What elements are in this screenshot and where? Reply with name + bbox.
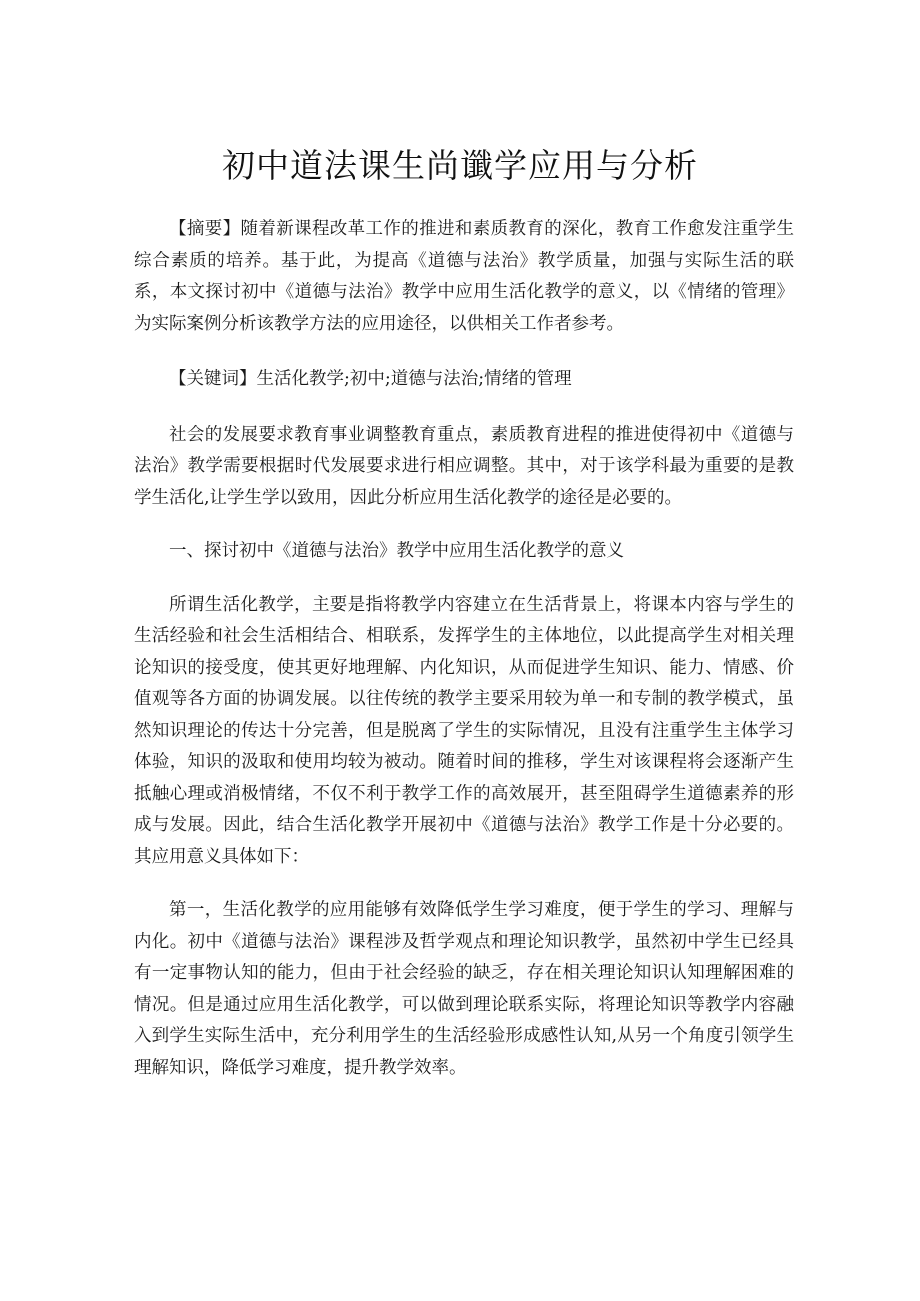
- document-body: [134, 214, 794, 1106]
- document-title: 初中道法课生尚谶学应用与分析: [222, 146, 698, 185]
- abstract-paragraph: 【摘要】随着新课程改革工作的推进和素质教育的深化，教育工作愈发注重学生综合素质的培养。基于此，为提高《道德与法治》教学质量，加强与实际生活的联系，本文探讨初中《道德与法治》教学中应用生活化教学的意义，以《情绪的管理》为实际案例分析该教学方法的应用途径，以供相关工作者参考。: [134, 219, 794, 334]
- body-paragraph: 所谓生活化教学，主要是指将教学内容建立在生活背景上，将课本内容与学生的生活经验和社会生活相结合、相联系，发挥学生的主体地位，以此提高学生对相关理论知识的接受度，使其更好地理解、内化知识，从而促进学生知识、能力、情感、价值观等各方面的协调发展。以往传统的教学主要采用较为单一和专制的教学模式，虽然知识理论的传达十分完善，但是脱离了学生的实际情况，且没有注重学生主体学习体验，知识的汲取和使用均较为被动。随着时间的推移，学生对该课程将会逐渐产生抵触心理或消极情绪，不仅不利于教学工作的高效展开，甚至阻碍学生道德素养的形成与发展。因此，结合生活化教学开展初中《道德与法治》教学工作是十分必要的。其应用意义具体如下：: [134, 594, 794, 867]
- keywords-paragraph: 【关键词】生活化教学;初中;道德与法治;情绪的管理: [169, 369, 572, 389]
- body-paragraph: 第一，生活化教学的应用能够有效降低学生学习难度，便于学生的学习、理解与内化。初中《道德与法治》课程涉及哲学观点和理论知识教学，虽然初中学生已经具有一定事物认知的能力，但由于社会经验的缺乏，存在相关理论知识认知理解困难的情况。但是通过应用生活化教学，可以做到理论联系实际，将理论知识等教学内容融入到学生实际生活中，充分利用学生的生活经验形成感性认知,从另一个角度引领学生理解知识，降低学习难度，提升教学效率。: [134, 900, 794, 1078]
- intro-paragraph: 社会的发展要求教育事业调整教育重点，素质教育进程的推进使得初中《道德与法治》教学需要根据时代发展要求进行相应调整。其中，对于该学科最为重要的是教学生活化,让学生学以致用，因此分析应用生活化教学的途径是必要的。: [134, 424, 794, 508]
- section-heading: 一、探讨初中《道德与法治》教学中应用生活化教学的意义: [169, 541, 624, 561]
